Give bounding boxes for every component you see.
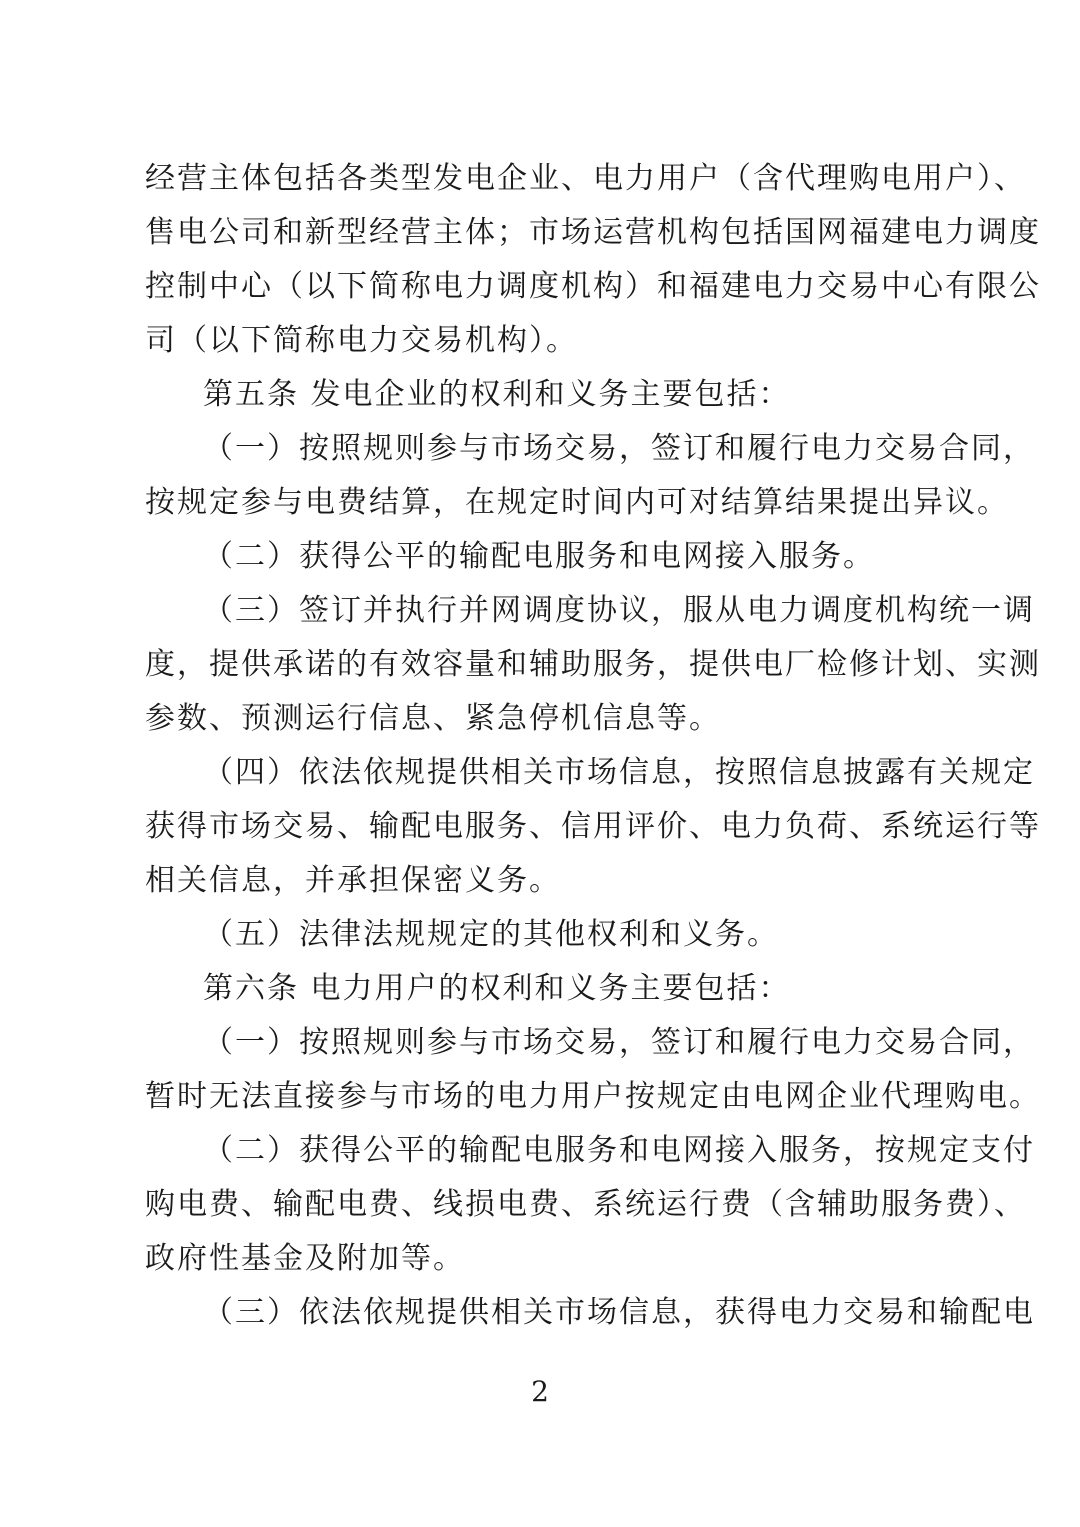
text-line-21: 政府性基金及附加等。 <box>145 1241 465 1276</box>
text-line-11: 参数、预测运行信息、紧急停机信息等。 <box>145 701 721 736</box>
text-line-2: 售电公司和新型经营主体；市场运营机构包括国网福建电力调度 <box>145 215 1041 250</box>
body-text <box>145 152 1041 1340</box>
text-line-4: 司（以下简称电力交易机构）。 <box>145 323 578 358</box>
text-line-20: 购电费、输配电费、线损电费、系统运行费（含辅助服务费）、 <box>145 1187 1026 1222</box>
text-line-12: （四）依法依规提供相关市场信息，按照信息披露有关规定 <box>203 755 1035 790</box>
text-line-6: （一）按照规则参与市场交易，签订和履行电力交易合同， <box>203 431 1035 466</box>
text-line-10: 度，提供承诺的有效容量和辅助服务，提供电厂检修计划、实测 <box>145 647 1041 682</box>
text-line-7: 按规定参与电费结算，在规定时间内可对结算结果提出异议。 <box>145 485 1009 520</box>
text-line-9: （三）签订并执行并网调度协议，服从电力调度机构统一调 <box>203 593 1035 628</box>
text-line-18: 暂时无法直接参与市场的电力用户按规定由电网企业代理购电。 <box>145 1079 1041 1114</box>
text-line-1: 经营主体包括各类型发电企业、电力用户（含代理购电用户）、 <box>145 161 1026 196</box>
text-line-17: （一）按照规则参与市场交易，签订和履行电力交易合同， <box>203 1025 1035 1060</box>
text-line-13: 获得市场交易、输配电服务、信用评价、电力负荷、系统运行等 <box>145 809 1041 844</box>
article-six-heading: 第六条 电力用户的权利和义务主要包括： <box>203 971 791 1006</box>
text-line-14: 相关信息，并承担保密义务。 <box>145 863 561 898</box>
text-line-3: 控制中心（以下简称电力调度机构）和福建电力交易中心有限公 <box>145 269 1041 304</box>
text-line-8: （二）获得公平的输配电服务和电网接入服务。 <box>203 539 875 574</box>
article-five-heading: 第五条 发电企业的权利和义务主要包括： <box>203 377 791 412</box>
text-line-22: （三）依法依规提供相关市场信息，获得电力交易和输配电 <box>203 1295 1035 1330</box>
text-line-15: （五）法律法规规定的其他权利和义务。 <box>203 917 779 952</box>
page-number: 2 <box>531 1375 549 1408</box>
text-line-19: （二）获得公平的输配电服务和电网接入服务，按规定支付 <box>203 1133 1035 1168</box>
